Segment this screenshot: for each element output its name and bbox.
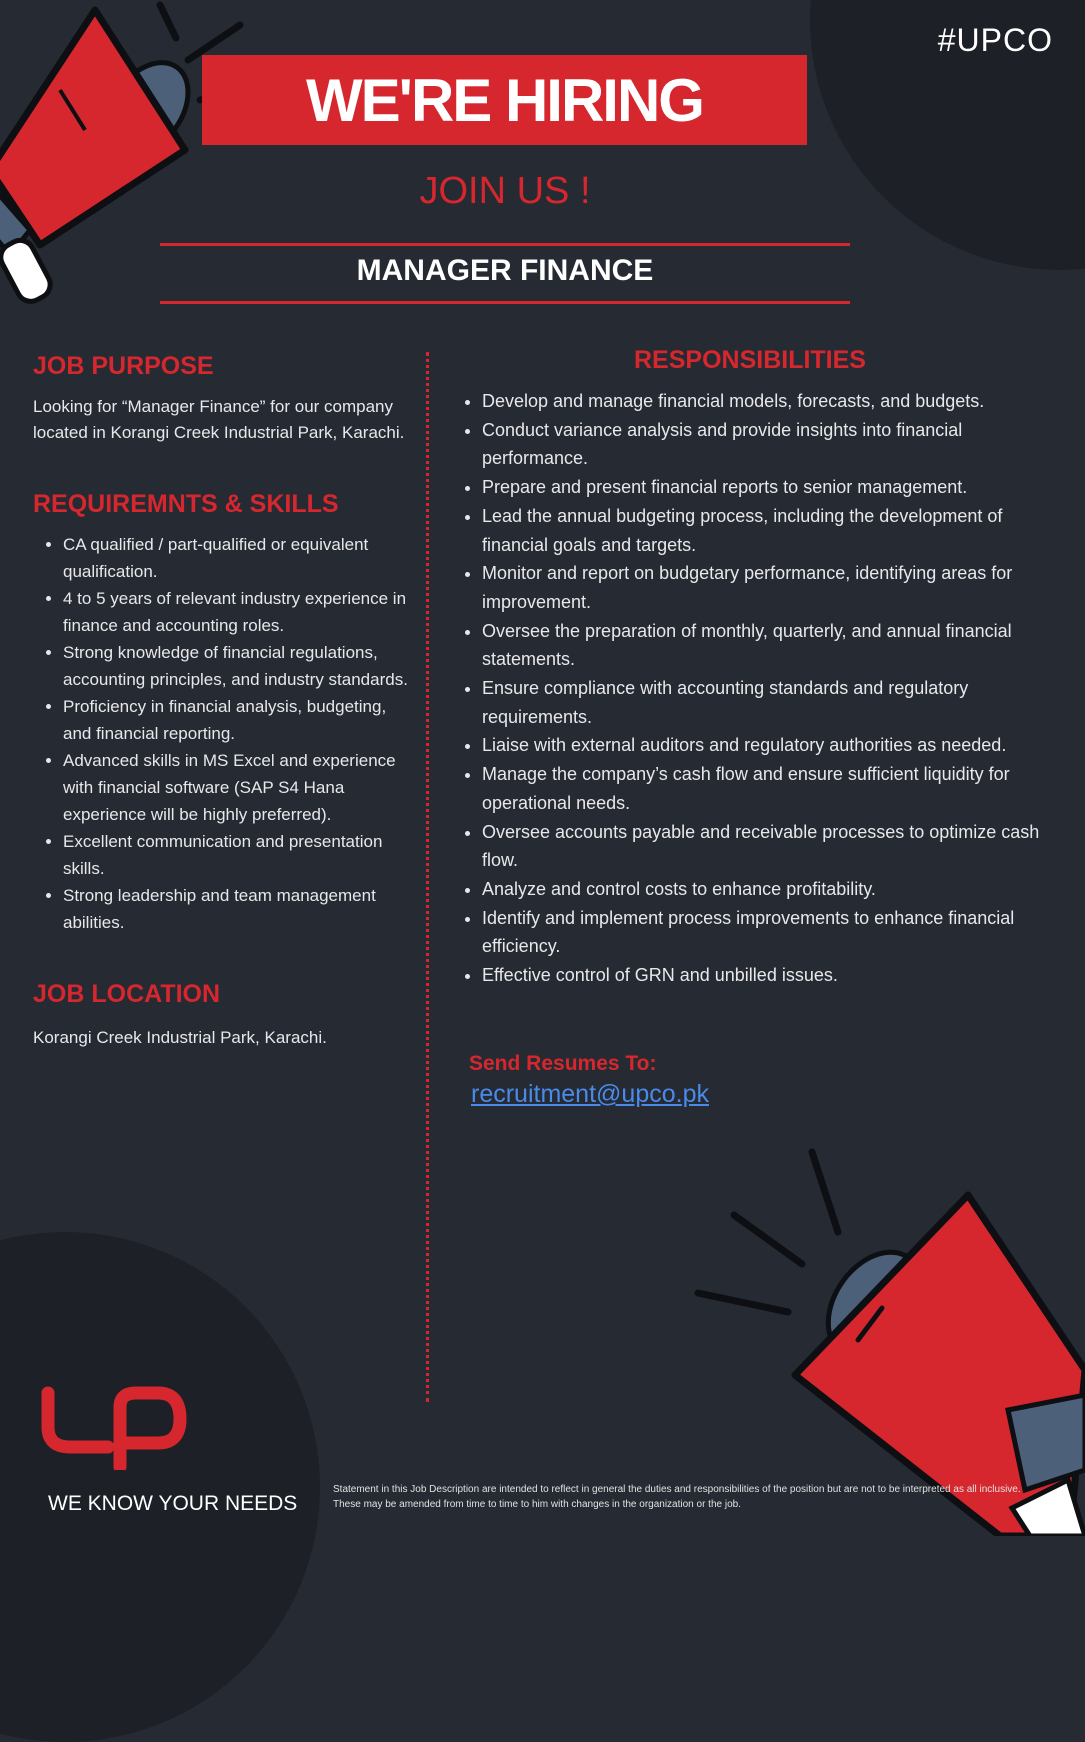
title-rule-bottom — [160, 301, 850, 304]
list-item: • Ensure compliance with accounting standards and regulatory requirements. — [482, 674, 1060, 731]
job-title: MANAGER FINANCE — [356, 254, 654, 287]
job-location-text: Korangi Creek Industrial Park, Karachi. — [33, 1028, 327, 1047]
requirements-list — [33, 531, 413, 936]
disclaimer: Statement in this Job Description are intended to reflect in general the duties and responsibilities of the position but are not to be interpreted as all inclusive. These may be amended from time to time to him with changes in the organization or the job. — [333, 1484, 1021, 1510]
list-item: • Lead the annual budgeting process, including the development of financial goals and targets. — [482, 502, 1060, 559]
list-item: • Effective control of GRN and unbilled issues. — [482, 961, 1060, 990]
list-item: • CA qualified / part-qualified or equivalent qualification. — [63, 531, 413, 585]
list-item: • Liaise with external auditors and regulatory authorities as needed. — [482, 731, 1060, 760]
requirements-heading: REQUIREMNTS & SKILLS — [33, 490, 339, 518]
list-item: • Strong knowledge of financial regulations, accounting principles, and industry standards. — [63, 639, 413, 693]
job-purpose-heading: JOB PURPOSE — [33, 352, 214, 380]
column-divider — [426, 352, 429, 1402]
right-column — [460, 346, 1060, 990]
send-resumes-label: Send Resumes To: — [469, 1052, 657, 1075]
join-us-text: JOIN US ! — [419, 170, 591, 212]
list-item: • Oversee the preparation of monthly, quarterly, and annual financial statements. — [482, 617, 1060, 674]
list-item: • Strong leadership and team management abilities. — [63, 882, 413, 936]
tagline: WE KNOW YOUR NEEDS — [48, 1492, 298, 1515]
list-item: • 4 to 5 years of relevant industry experience in finance and accounting roles. — [63, 585, 413, 639]
list-item: • Advanced skills in MS Excel and experience with financial software (SAP S4 Hana experience will be highly preferred). — [63, 747, 413, 828]
list-item: • Conduct variance analysis and provide insights into financial performance. — [482, 416, 1060, 473]
corner-decoration-bottom-left — [0, 1232, 320, 1742]
job-location-heading: JOB LOCATION — [33, 980, 221, 1008]
email-link[interactable]: recruitment@upco.pk — [471, 1080, 709, 1108]
megaphone-icon — [690, 1140, 1085, 1536]
responsibilities-heading: RESPONSIBILITIES — [634, 346, 866, 374]
hiring-banner — [202, 55, 807, 145]
hashtag: #UPCO — [937, 22, 1053, 58]
list-item: • Develop and manage financial models, forecasts, and budgets. — [482, 387, 1060, 416]
up-logo — [40, 1385, 190, 1470]
list-item: • Prepare and present financial reports to senior management. — [482, 473, 1060, 502]
list-item: • Excellent communication and presentation skills. — [63, 828, 413, 882]
list-item: • Monitor and report on budgetary performance, identifying areas for improvement. — [482, 559, 1060, 616]
list-item: • Identify and implement process improvements to enhance financial efficiency. — [482, 904, 1060, 961]
list-item: • Proficiency in financial analysis, budgeting, and financial reporting. — [63, 693, 413, 747]
left-column — [33, 352, 413, 1051]
list-item: • Oversee accounts payable and receivable processes to optimize cash flow. — [482, 818, 1060, 875]
job-purpose-text: Looking for “Manager Finance” for our company located in Korangi Creek Industrial Park, Karachi. — [33, 397, 405, 442]
hiring-banner-text: WE'RE HIRING — [306, 66, 703, 134]
title-rule-top — [160, 243, 850, 246]
responsibilities-list — [460, 387, 1060, 990]
list-item: • Manage the company’s cash flow and ensure sufficient liquidity for operational needs. — [482, 760, 1060, 817]
list-item: • Analyze and control costs to enhance profitability. — [482, 875, 1060, 904]
